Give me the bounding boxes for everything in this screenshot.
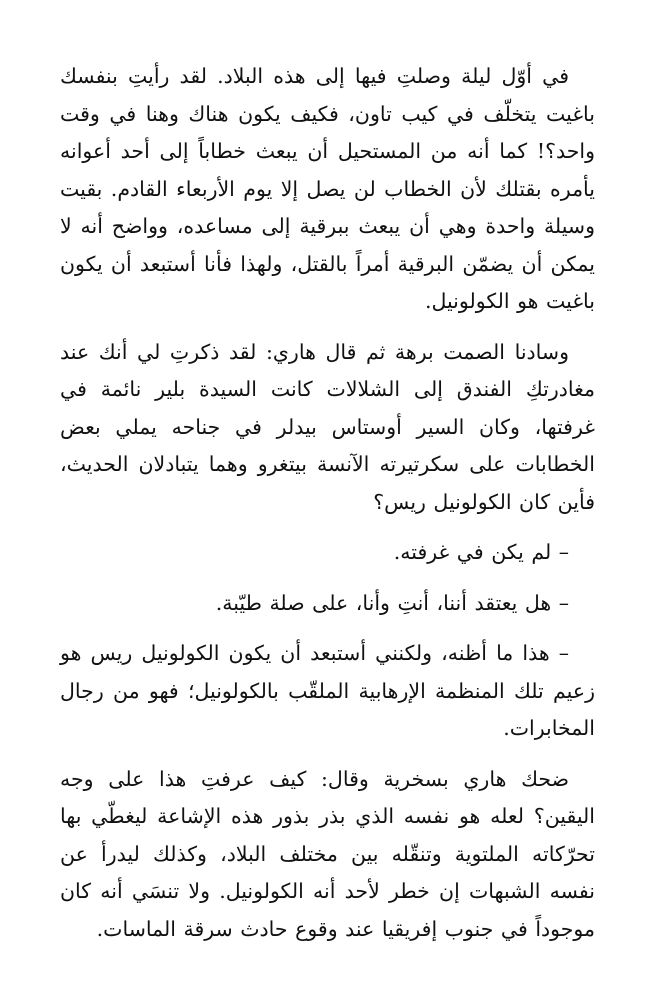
paragraph-3: ضحك هاري بسخرية وقال: كيف عرفتِ هذا على وجه اليقين؟ لعله هو نفسه الذي بذر بذور هذه الإشاعة ليغطّي بها تحرّكاته الملتوية وتنقّله بين مختلف البلاد، وكذلك ليدرأ عن نفسه الشبهات إن خطر لأحد أنه الكولونيل. ولا تنسَي أنه كان موجوداً في جنوب إفريقيا عند وقوع حادث سرقة الماسات.	[60, 766, 595, 941]
paragraph-1: في أوّل ليلة وصلتِ فيها إلى هذه البلاد. لقد رأيتِ بنفسك باغيت يتخلّف في كيب تاون، فكيف يكون هناك وهنا في وقت واحد؟! كما أنه من المستحيل أن يبعث خطاباً إلى أحد أعوانه يأمره بقتلك لأن الخطاب لن يصل إلا يوم الأربعاء القادم. بقيت وسيلة واحدة وهي أن يبعث ببرقية إلى مساعده، وواضح أنه لا يمكن أن يضمّن البرقية أمراً بالقتل، ولهذا فأنا أستبعد أن يكون باغيت هو الكولونيل.	[60, 64, 595, 313]
paragraph-2: وسادنا الصمت برهة ثم قال هاري: لقد ذكرتِ لي أنك عند مغادرتكِ الفندق إلى الشلالات كانت السيدة بلير نائمة في غرفتها، وكان السير أوستاس بيدلر في جناحه يملي بعض الخطابات على سكرتيرته الآنسة بيتغرو وهما يتبادلان الحديث، فأين كان الكولونيل ريس؟	[60, 339, 595, 514]
dialogue-line-1: – لم يكن في غرفته.	[393, 540, 569, 564]
dialogue-line-3: – هذا ما أظنه، ولكنني أستبعد أن يكون الكولونيل ريس هو زعيم تلك المنظمة الإرهابية الملقّب بالكولونيل؛ فهو من رجال المخابرات.	[60, 641, 595, 740]
dialogue-line-2: – هل يعتقد أننا، أنتِ وأنا، على صلة طيّبة.	[215, 590, 569, 615]
